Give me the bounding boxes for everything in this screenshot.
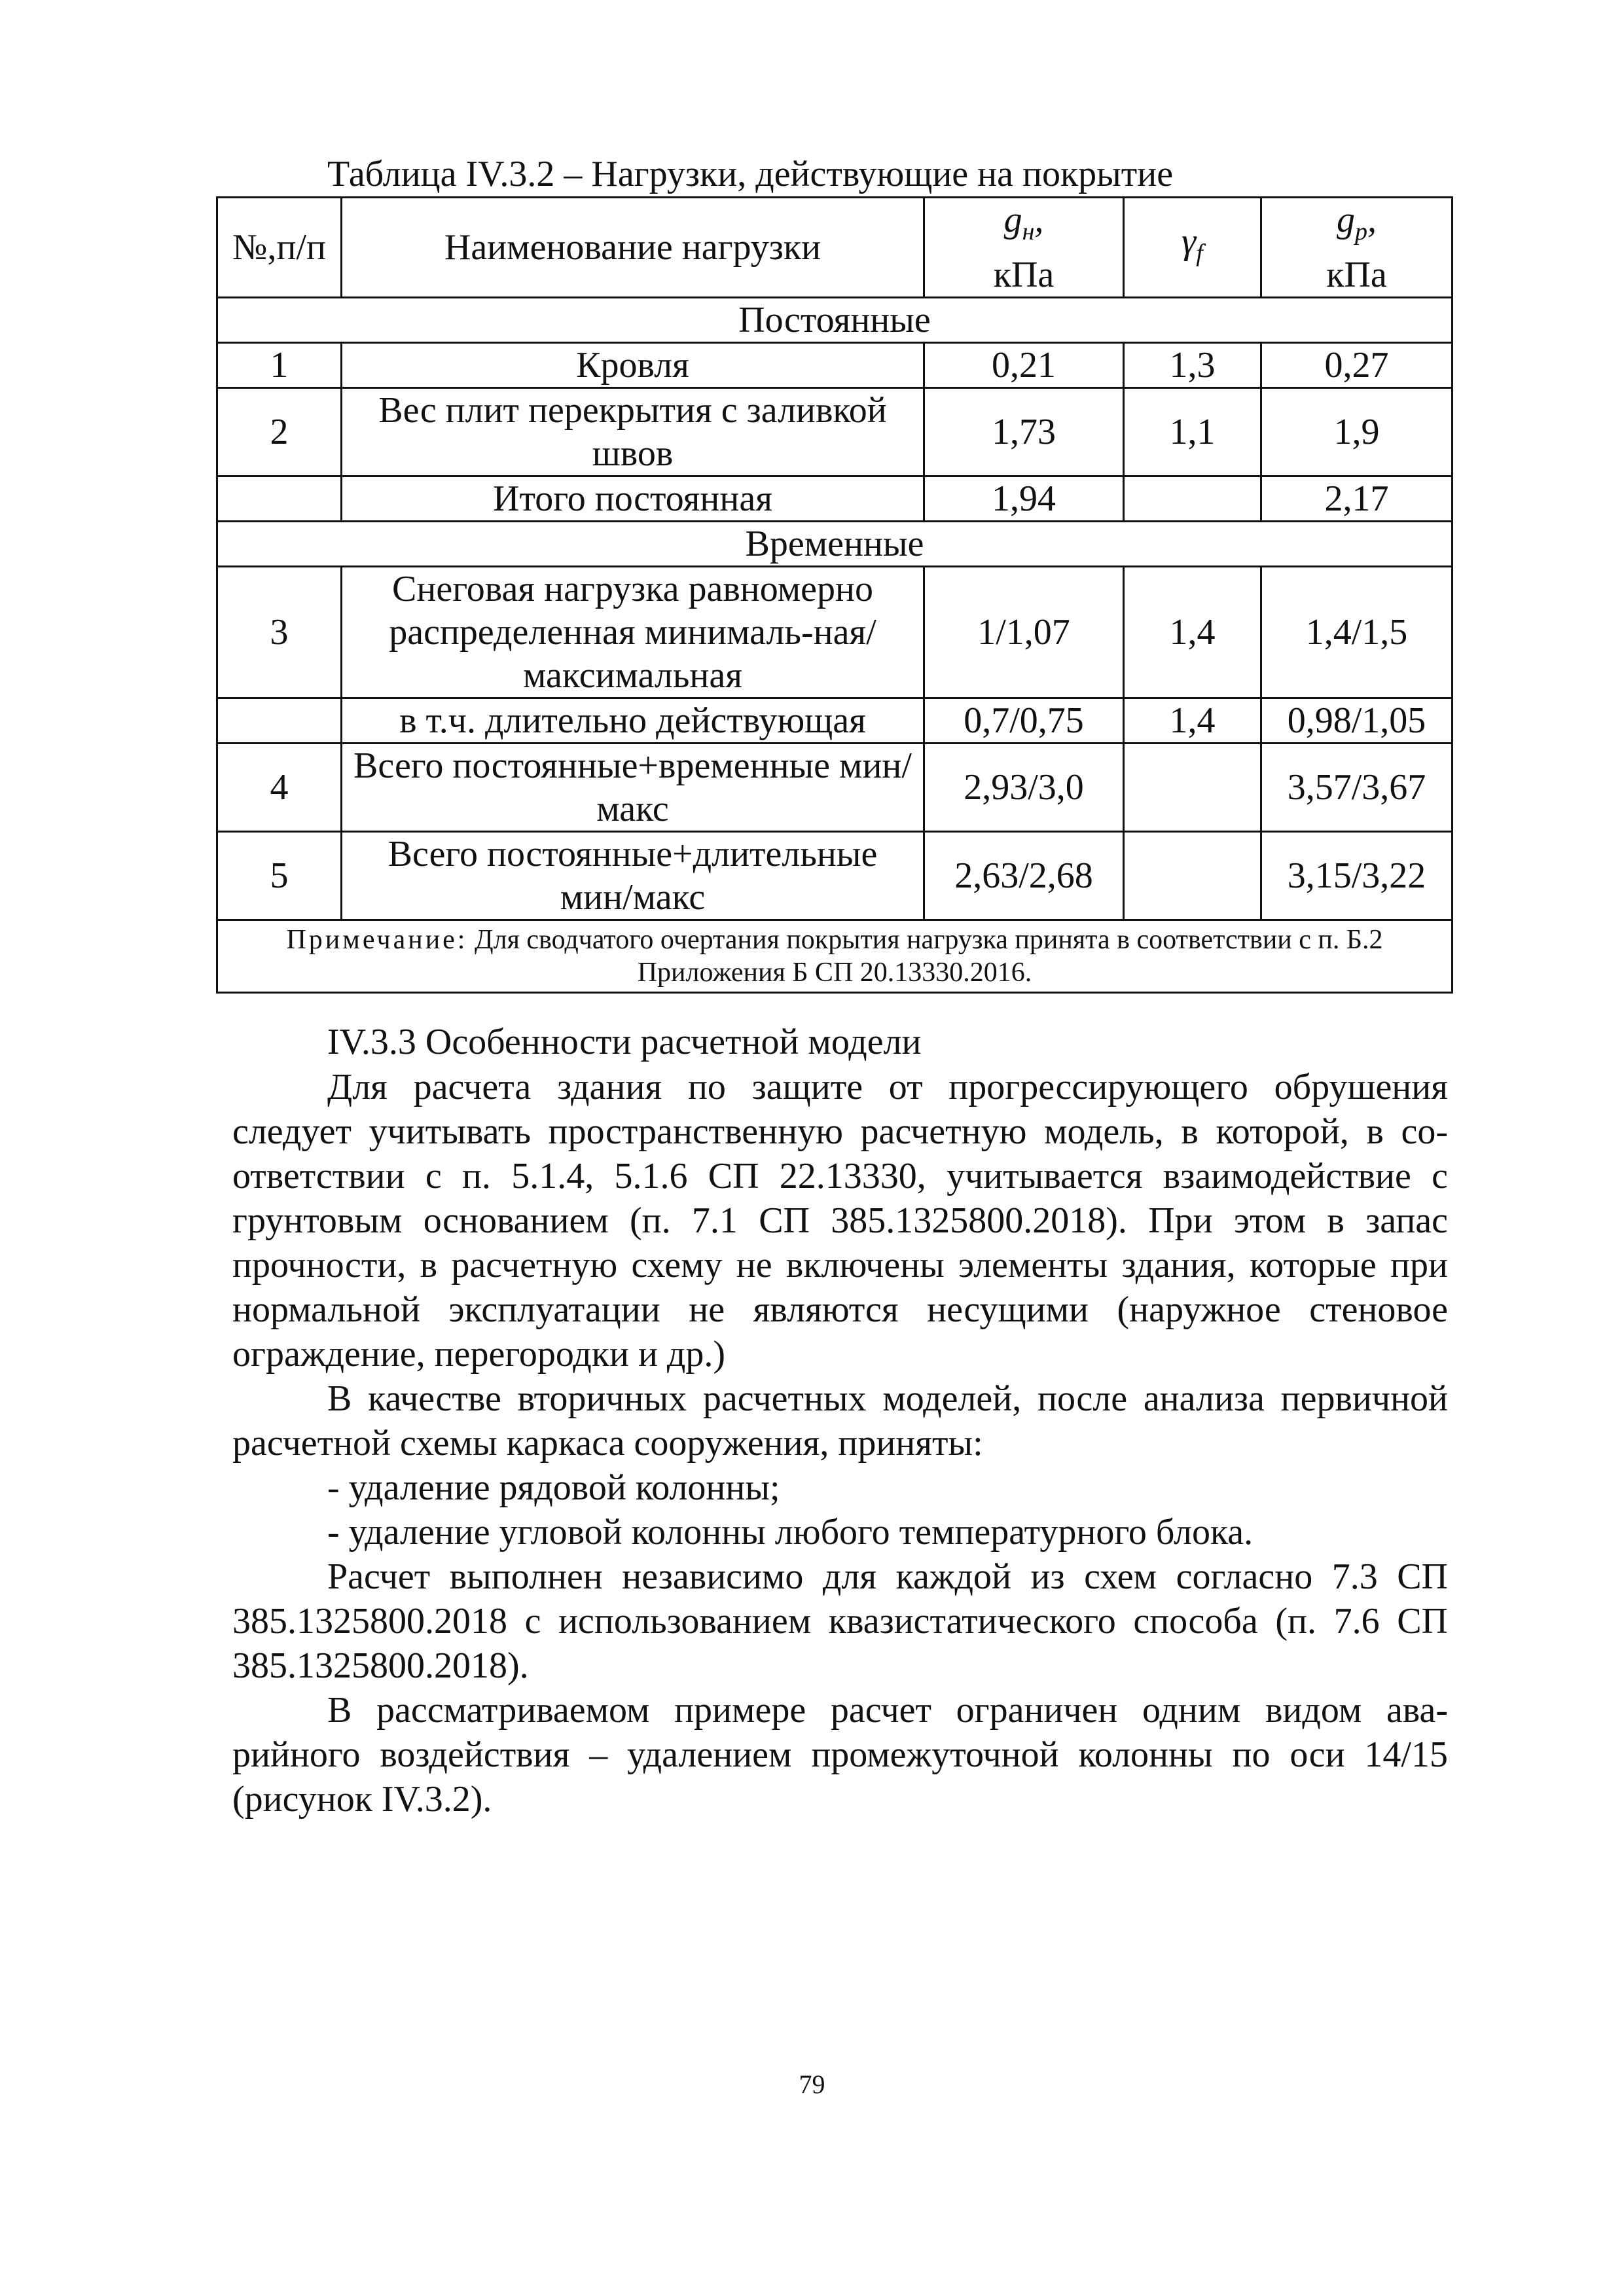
- cell-gp: 1,9: [1261, 388, 1453, 476]
- loads-table: [216, 196, 1453, 994]
- header-gp-symbol: $g_р$,: [1337, 200, 1377, 246]
- cell-num: [217, 476, 342, 522]
- cell-name: Всего постоянные+длительные мин/макс: [342, 832, 924, 920]
- cell-gp: 3,57/3,67: [1261, 744, 1453, 832]
- cell-num: 2: [217, 388, 342, 476]
- header-gp-unit: кПа: [1326, 255, 1387, 296]
- group-label-temporary: Временные: [217, 522, 1453, 567]
- group-row-permanent: [217, 298, 1453, 343]
- cell-gp: 2,17: [1261, 476, 1453, 522]
- cell-gn: 1/1,07: [924, 567, 1124, 698]
- paragraph: В рассматриваемом примере расчет ограничен одним видом ава-рийного воздействия – удалением промежуточной колонны по оси 14/15 (рисунок IV.3.2).: [232, 1690, 1448, 1820]
- table-row: [217, 476, 1453, 522]
- cell-num: 5: [217, 832, 342, 920]
- paragraph: Для расчета здания по защите от прогрессирующего обрушения следует учитывать пространственную расчетную модель, в которой, в со-ответствии с п. 5.1.4, 5.1.6 СП 22.13330, учитывается взаимодействие с грунтовым основанием (п. 7.1 СП 385.1325800.2018). При этом в запас прочности, в расчетную схему не включены элементы здания, которые при нормальной эксплуатации не являются несущими (наружное стеновое ограждение, перегородки и др.): [232, 1067, 1448, 1374]
- cell-num: [217, 698, 342, 744]
- table-header-row: [217, 198, 1453, 298]
- cell-gamma: [1124, 832, 1261, 920]
- body-text: [232, 1065, 1448, 1821]
- cell-num: 3: [217, 567, 342, 698]
- cell-num: 1: [217, 343, 342, 388]
- table-row: [217, 698, 1453, 744]
- header-gn-unit: кПа: [993, 255, 1055, 296]
- table-row: [217, 567, 1453, 698]
- header-gn-symbol: $g_н$,: [1003, 200, 1044, 246]
- list-item: - удаление рядовой колонны;: [327, 1467, 780, 1508]
- table-row: [217, 388, 1453, 476]
- cell-gp: 0,98/1,05: [1261, 698, 1453, 744]
- paragraph: В качестве вторичных расчетных моделей, после анализа первичной расчетной схемы каркаса сооружения, приняты:: [232, 1378, 1448, 1463]
- cell-name: Снеговая нагрузка равномерно распределенная минималь-ная/максимальная: [342, 567, 924, 698]
- cell-gamma: 1,3: [1124, 343, 1261, 388]
- cell-gn: 0,7/0,75: [924, 698, 1124, 744]
- cell-gamma: 1,4: [1124, 567, 1261, 698]
- cell-gamma: [1124, 744, 1261, 832]
- cell-gamma: [1124, 476, 1261, 522]
- header-gn: [924, 198, 1124, 298]
- cell-gn: 0,21: [924, 343, 1124, 388]
- cell-gn: 2,63/2,68: [924, 832, 1124, 920]
- group-label-permanent: Постоянные: [217, 298, 1453, 343]
- cell-gn: 1,94: [924, 476, 1124, 522]
- table-note: [217, 920, 1453, 993]
- table-note-row: [217, 920, 1453, 993]
- header-name: Наименование нагрузки: [342, 198, 924, 298]
- cell-name: в т.ч. длительно действующая: [342, 698, 924, 744]
- group-row-temporary: [217, 522, 1453, 567]
- cell-name: Всего постоянные+временные мин/макс: [342, 744, 924, 832]
- paragraph: Расчет выполнен независимо для каждой из схем согласно 7.3 СП 385.1325800.2018 с использованием квазистатического способа (п. 7.6 СП 385.1325800.2018).: [232, 1556, 1448, 1686]
- cell-gamma: 1,1: [1124, 388, 1261, 476]
- cell-gamma: 1,4: [1124, 698, 1261, 744]
- header-gp: [1261, 198, 1453, 298]
- page-number: 79: [799, 2070, 825, 2099]
- cell-gp: 1,4/1,5: [1261, 567, 1453, 698]
- note-label: Примечание:: [286, 925, 468, 956]
- list-item: - удаление угловой колонны любого температурного блока.: [327, 1512, 1254, 1552]
- section-heading: IV.3.3 Особенности расчетной модели: [327, 1022, 922, 1062]
- cell-name: Итого постоянная: [342, 476, 924, 522]
- table-caption: Таблица IV.3.2 – Нагрузки, действующие на покрытие: [327, 154, 1174, 194]
- cell-name: Вес плит перекрытия с заливкой швов: [342, 388, 924, 476]
- cell-num: 4: [217, 744, 342, 832]
- table-row: [217, 832, 1453, 920]
- cell-name: Кровля: [342, 343, 924, 388]
- cell-gn: 1,73: [924, 388, 1124, 476]
- table-row: [217, 343, 1453, 388]
- cell-gn: 2,93/3,0: [924, 744, 1124, 832]
- cell-gp: 3,15/3,22: [1261, 832, 1453, 920]
- note-text: Для сводчатого очертания покрытия нагрузка принята в соответствии с п. Б.2 Приложения Б СП 20.13330.2016.: [474, 925, 1383, 988]
- header-gamma-symbol: $\gamma_f$: [1182, 221, 1203, 268]
- cell-gp: 0,27: [1261, 343, 1453, 388]
- header-gamma: [1124, 198, 1261, 298]
- table-row: [217, 744, 1453, 832]
- header-num: №,п/п: [217, 198, 342, 298]
